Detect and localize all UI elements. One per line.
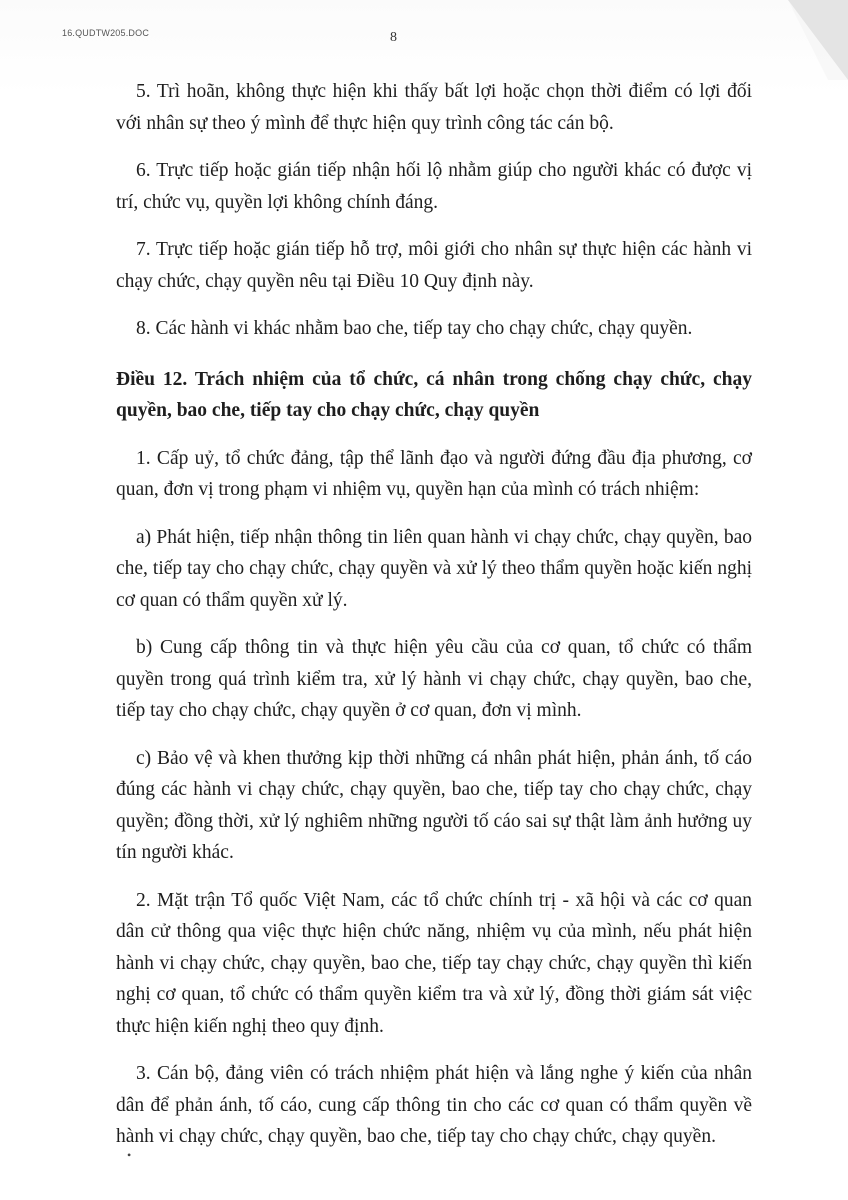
- item-8: 8. Các hành vi khác nhằm bao che, tiếp tay cho chạy chức, chạy quyền.: [136, 318, 693, 339]
- item-5: 5. Trì hoãn, không thực hiện khi thấy bất lợi hoặc chọn thời điểm có lợi đối với nhân sự theo ý mình để thực hiện quy trình công tác cán bộ.: [116, 81, 752, 134]
- item-7: 7. Trực tiếp hoặc gián tiếp hỗ trợ, môi giới cho nhân sự thực hiện các hành vi chạy chức, chạy quyền nêu tại Điều 10 Quy định này.: [116, 239, 752, 292]
- scan-dot-mark: •: [127, 1148, 132, 1162]
- article-12-clause-1c: c) Bảo vệ và khen thưởng kịp thời những cá nhân phát hiện, phản ánh, tố cáo đúng các hành vi chạy chức, chạy quyền, bao che, tiếp tay cho chạy chức, chạy quyền; đồng thời, xử lý nghiêm những người tố cáo sai sự thật làm ảnh hưởng uy tín người khác.: [116, 747, 752, 863]
- article-12-clause-3: 3. Cán bộ, đảng viên có trách nhiệm phát hiện và lắng nghe ý kiến của nhân dân để phản ánh, tố cáo, cung cấp thông tin cho các cơ quan có thẩm quyền về hành vi chạy chức, chạy quyền, bao che, tiếp tay cho chạy chức, chạy quyền.: [116, 1063, 752, 1147]
- page-number: 8: [390, 30, 397, 45]
- item-6: 6. Trực tiếp hoặc gián tiếp nhận hối lộ nhằm giúp cho người khác có được vị trí, chức vụ, quyền lợi không chính đáng.: [116, 160, 752, 213]
- article-12-heading: Điều 12. Trách nhiệm của tổ chức, cá nhân trong chống chạy chức, chạy quyền, bao che, tiếp tay cho chạy chức, chạy quyền: [116, 368, 752, 421]
- article-12-clause-2: 2. Mặt trận Tổ quốc Việt Nam, các tổ chức chính trị - xã hội và các cơ quan dân cử thông qua việc thực hiện chức năng, nhiệm vụ của mình, nếu phát hiện hành vi chạy chức, chạy quyền, bao che, tiếp tay chạy chức, chạy quyền thì kiến nghị cơ quan, tổ chức có thẩm quyền kiểm tra và xử lý, đồng thời giám sát việc thực hiện kiến nghị theo quy định.: [116, 889, 752, 1037]
- page-corner-fold: [788, 0, 848, 80]
- document-body: [116, 76, 752, 1153]
- article-12-clause-1: 1. Cấp uỷ, tổ chức đảng, tập thể lãnh đạo và người đứng đầu địa phương, cơ quan, đơn vị trong phạm vi nhiệm vụ, quyền hạn của mình có trách nhiệm:: [116, 447, 752, 500]
- article-12-clause-1b: b) Cung cấp thông tin và thực hiện yêu cầu của cơ quan, tổ chức có thẩm quyền trong quá trình kiểm tra, xử lý hành vi chạy chức, chạy quyền, bao che, tiếp tay cho chạy chức, chạy quyền ở cơ quan, đơn vị mình.: [116, 637, 752, 721]
- document-file-id: 16.QUDTW205.DOC: [62, 28, 150, 38]
- article-12-clause-1a: a) Phát hiện, tiếp nhận thông tin liên quan hành vi chạy chức, chạy quyền, bao che, tiếp tay cho chạy chức, chạy quyền và xử lý theo thẩm quyền hoặc kiến nghị cơ quan có thẩm quyền xử lý.: [116, 526, 752, 611]
